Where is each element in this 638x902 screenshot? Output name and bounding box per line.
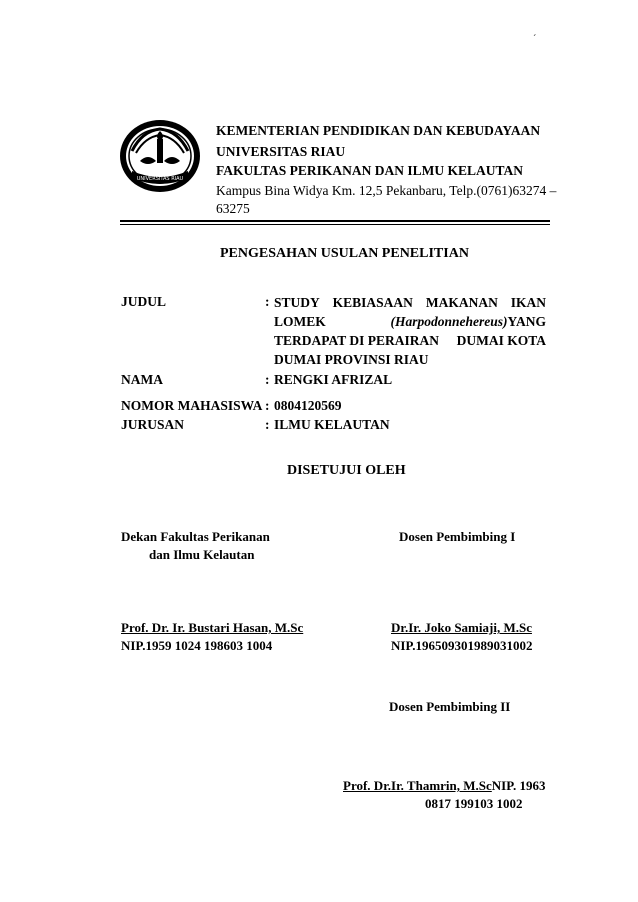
judul-species-italic: (Harpodonnehereus)	[390, 314, 508, 329]
header-rule-thick	[120, 220, 550, 222]
judul-species	[390, 312, 546, 331]
advisor2-title: Dosen Pembimbing II	[389, 699, 511, 714]
document-title: PENGESAHAN USULAN PENELITIAN	[220, 246, 469, 261]
judul-colon: :	[265, 294, 270, 309]
advisor2-name-line	[343, 778, 546, 794]
judul-word: MAKANAN	[425, 295, 498, 310]
header-rule-thin	[120, 224, 550, 225]
advisor1-name: Dr.Ir. Joko Samiaji, M.Sc	[391, 620, 532, 635]
dean-title-line1: Dekan Fakultas Perikanan	[121, 529, 270, 544]
jurusan-colon: :	[265, 417, 270, 432]
judul-line4	[274, 350, 546, 369]
judul-word: DUMAI KOTA	[456, 333, 546, 348]
judul-value	[274, 293, 546, 369]
header-address-line1: Kampus Bina Widya Km. 12,5 Pekanbaru, Telp.(0761)63274 –	[216, 183, 557, 198]
dean-nip: NIP.1959 1024 198603 1004	[121, 638, 273, 653]
header-address-line2: 63275	[216, 201, 250, 216]
logo-banner-text: UNIVERSITAS RIAU	[136, 176, 184, 182]
judul-line3	[274, 331, 546, 350]
judul-line2	[274, 312, 546, 331]
judul-word: DUMAI PROVINSI RIAU	[274, 352, 429, 367]
nama-value: RENGKI AFRIZAL	[274, 372, 393, 387]
nama-colon: :	[265, 372, 270, 387]
advisor2-name: Prof. Dr.Ir. Thamrin, M.Sc	[343, 778, 492, 793]
header-university: UNIVERSITAS RIAU	[216, 144, 346, 159]
judul-word: KEBIASAAN	[332, 295, 413, 310]
nama-label: NAMA	[121, 372, 163, 387]
judul-word: IKAN	[510, 295, 546, 310]
advisor1-nip: NIP.196509301989031002	[391, 638, 533, 653]
advisor2-nip-prefix: NIP. 1963	[491, 778, 546, 793]
advisor1-title: Dosen Pembimbing I	[399, 529, 516, 544]
dean-name: Prof. Dr. Ir. Bustari Hasan, M.Sc	[121, 620, 304, 635]
nim-value: 0804120569	[274, 398, 342, 413]
dean-title-line2: dan Ilmu Kelautan	[149, 547, 255, 562]
judul-word: LOMEK	[274, 314, 326, 329]
header-ministry: KEMENTERIAN PENDIDIKAN DAN KEBUDAYAAN	[216, 123, 541, 138]
judul-word: TERDAPAT DI PERAIRAN	[274, 333, 440, 348]
corner-mark: ´	[533, 34, 537, 45]
jurusan-label: JURUSAN	[121, 417, 185, 432]
header-faculty: FAKULTAS PERIKANAN DAN ILMU KELAUTAN	[216, 163, 524, 178]
nim-colon: :	[265, 398, 270, 413]
advisor2-nip: 0817 199103 1002	[425, 796, 523, 811]
judul-line1	[274, 293, 546, 312]
jurusan-value: ILMU KELAUTAN	[274, 417, 390, 432]
approved-by-heading: DISETUJUI OLEH	[287, 463, 406, 478]
judul-word: YANG	[507, 314, 546, 329]
nim-label: NOMOR MAHASISWA	[121, 398, 263, 413]
university-logo	[118, 117, 202, 195]
judul-word: STUDY	[274, 295, 320, 310]
judul-label: JUDUL	[121, 294, 167, 309]
